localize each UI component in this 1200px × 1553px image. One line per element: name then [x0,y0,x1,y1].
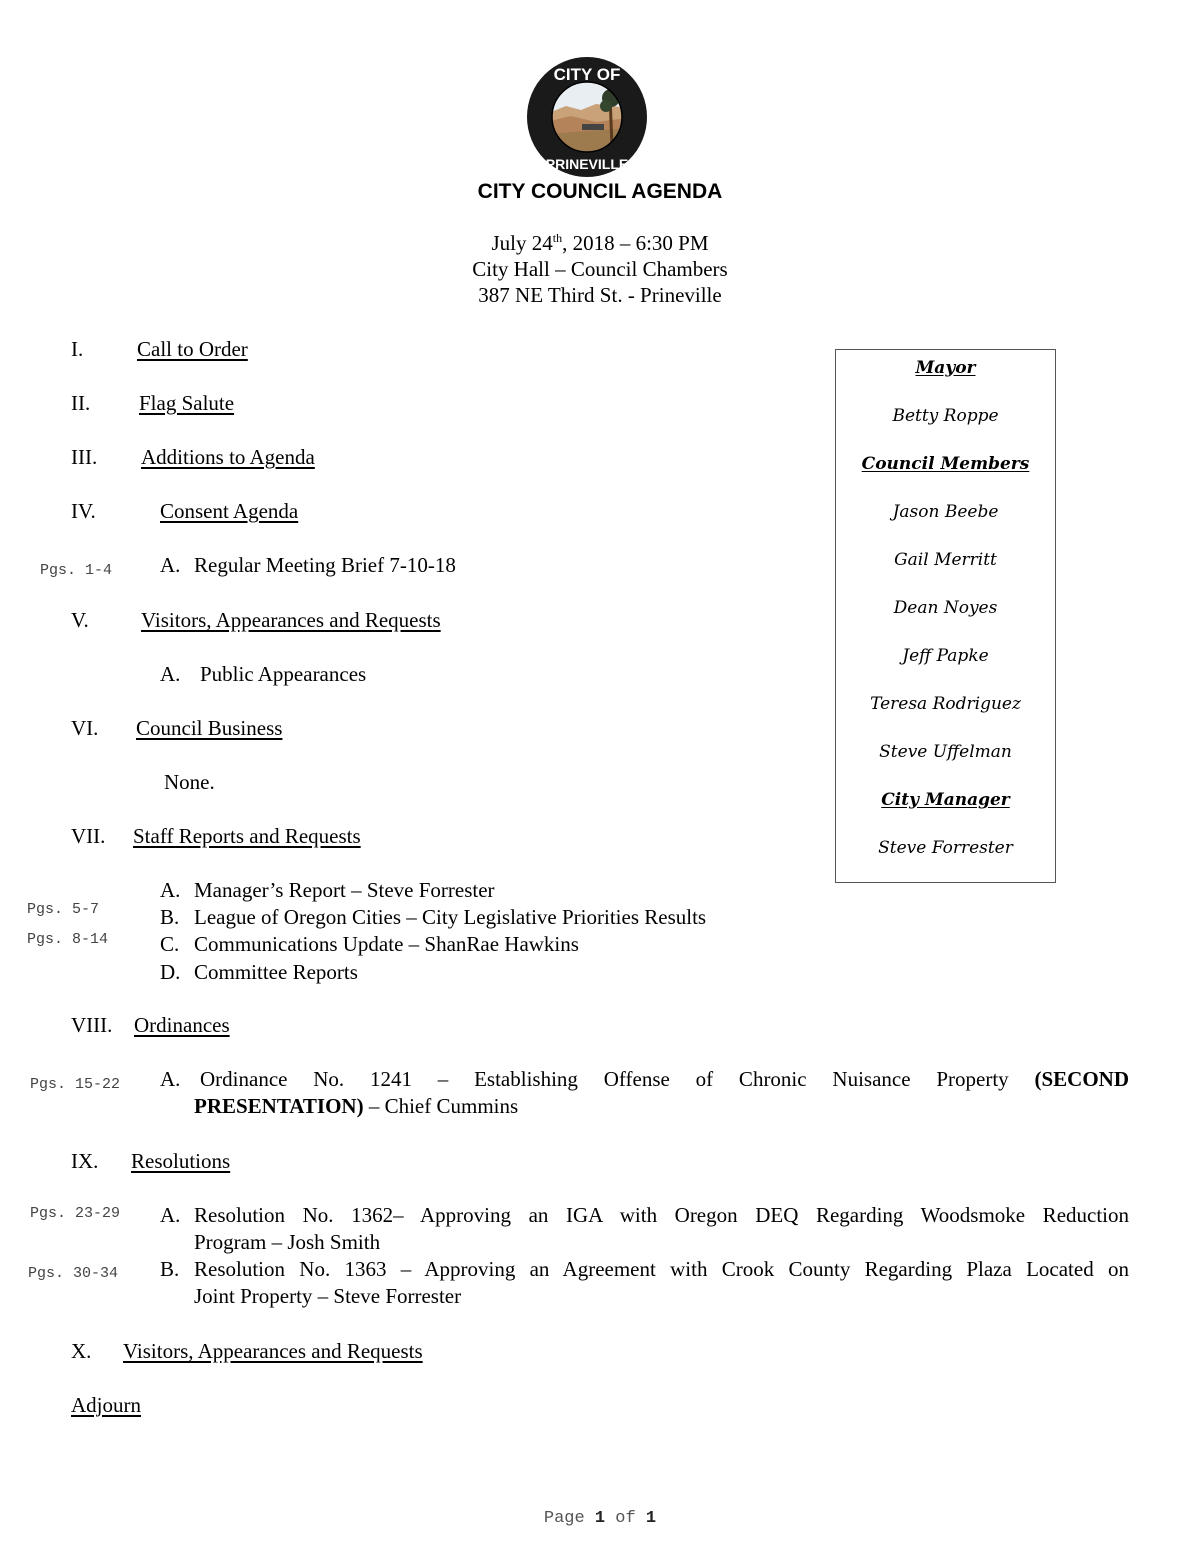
meeting-location: City Hall – Council Chambers [472,257,728,281]
pages-ref-viii-a: Pgs. 15-22 [30,1076,121,1093]
agenda-num-ix: IX. [71,1149,99,1173]
agenda-title-staff-reports: Staff Reports and Requests [133,824,361,848]
agenda-title-additions: Additions to Agenda [141,445,315,469]
pages-ref-ix-b: Pgs. 30-34 [28,1265,119,1282]
city-manager-name: Steve Forrester [878,838,1013,858]
pages-ref-ix-a: Pgs. 23-29 [30,1205,121,1222]
agenda-title-flag-salute: Flag Salute [139,391,235,415]
agenda-title-visitors-2: Visitors, Appearances and Requests [123,1339,423,1363]
item-letter: A. [160,878,181,902]
item-letter: A. [160,662,181,686]
agenda-num-vii: VII. [71,824,106,848]
item-managers-report: Manager’s Report – Steve Forrester [194,878,495,902]
page-title: CITY COUNCIL AGENDA [477,180,723,203]
date-suffix: th [552,231,563,245]
agenda-num-i: I. [71,337,84,361]
item-resolution-1362-line1: Resolution No. 1362– Approving an IGA with Oregon DEQ Regarding Woodsmoke Reduction [194,1203,1129,1227]
council-member: Jeff Papke [902,646,989,666]
page-total: 1 [645,1509,657,1528]
agenda-num-x: X. [71,1339,92,1363]
agenda-title-resolutions: Resolutions [131,1149,231,1173]
page-footer [0,1509,1200,1528]
item-letter: B. [160,905,180,929]
agenda-num-v: V. [71,608,89,632]
agenda-num-ii: II. [71,391,91,415]
page-word: Page [543,1509,585,1528]
agenda-num-iv: IV. [71,499,96,523]
item-letter: B. [160,1257,180,1281]
item-communications-update: Communications Update – ShanRae Hawkins [194,932,579,956]
mayor-heading: Mayor [915,358,976,378]
logo-bottom-text: PRINEVILLE [545,156,629,172]
agenda-adjourn: Adjourn [71,1393,141,1417]
item-letter: A. [160,1067,181,1091]
item-public-appearances: Public Appearances [200,662,367,686]
council-member: Jason Beebe [892,502,999,522]
council-members-heading: Council Members [861,454,1030,474]
agenda-title-consent: Consent Agenda [160,499,299,523]
council-member: Dean Noyes [893,598,998,618]
item-committee-reports: Committee Reports [194,960,358,984]
item-ordinance-1241-line1 [200,1067,1129,1092]
item-letter: C. [160,932,180,956]
page-number: 1 [594,1509,606,1528]
item-resolution-1362-line2: Program – Josh Smith [194,1230,381,1254]
logo-top-text: CITY OF [553,65,621,84]
ordinance-bold: (SECOND [1034,1067,1129,1091]
item-letter: A. [160,1203,181,1227]
pages-ref-vii-c: Pgs. 8-14 [27,931,109,948]
agenda-title-visitors: Visitors, Appearances and Requests [141,608,441,632]
ordinance-presenter: – Chief Cummins [363,1094,519,1118]
agenda-num-iii: III. [71,445,98,469]
date-rest: , 2018 – 6:30 PM [562,231,709,255]
item-letter: D. [160,960,181,984]
item-resolution-1363-line1: Resolution No. 1363 – Approving an Agreement with Crook County Regarding Plaza Located on [194,1257,1129,1281]
pages-ref-iv-a: Pgs. 1-4 [40,562,113,579]
date-prefix: July 24 [491,231,553,255]
city-of-prineville-logo [526,56,648,178]
item-league-of-oregon-cities: League of Oregon Cities – City Legislative Priorities Results [194,905,707,929]
item-resolution-1363-line2: Joint Property – Steve Forrester [194,1284,462,1308]
agenda-title-ordinances: Ordinances [134,1013,230,1037]
item-none: None. [164,770,215,794]
meeting-date [0,231,1200,256]
council-members-box [835,349,1056,883]
item-regular-meeting-brief: Regular Meeting Brief 7-10-18 [194,553,456,577]
of-word: of [615,1509,636,1528]
pages-ref-vii-b: Pgs. 5-7 [27,901,100,918]
meeting-address: 387 NE Third St. - Prineville [478,283,722,307]
council-member: Steve Uffelman [879,742,1012,762]
ordinance-text: Ordinance No. 1241 – Establishing Offense of Chronic Nuisance Property [200,1067,1009,1091]
agenda-title-council-business: Council Business [136,716,283,740]
mayor-name: Betty Roppe [892,406,999,426]
item-ordinance-1241-line2 [194,1094,518,1119]
item-letter: A. [160,553,181,577]
agenda-num-vi: VI. [71,716,99,740]
agenda-title-call-to-order: Call to Order [137,337,248,361]
agenda-num-viii: VIII. [71,1013,113,1037]
council-member: Gail Merritt [894,550,997,570]
city-manager-heading: City Manager [881,790,1010,810]
ordinance-presentation: PRESENTATION) [194,1094,364,1118]
council-member: Teresa Rodriguez [870,694,1021,714]
